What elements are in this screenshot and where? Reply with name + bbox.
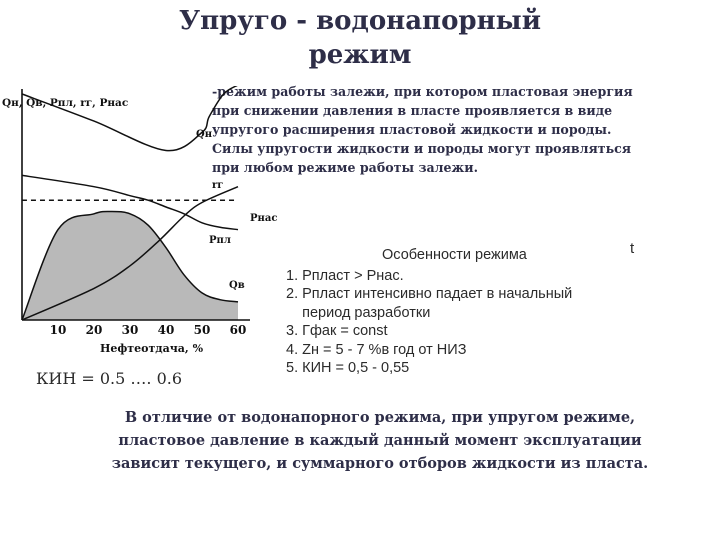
- comparison-line: пластовое давление в каждый данный момент эксплуатации: [118, 432, 642, 449]
- feature-item: 4. Zн = 5 - 7 %в год от НИЗ: [286, 341, 467, 358]
- comparison-line: В отличие от водонапорного режима, при упругом режиме,: [124, 409, 636, 426]
- feature-item: 1. Рпласт > Рнас.: [286, 267, 404, 284]
- feature-item: 2. Рпласт интенсивно падает в начальный: [286, 286, 573, 302]
- comparison-line: зависит текущего, и суммарного отборов жидкости из пласта.: [111, 455, 649, 472]
- feature-item: 5. КИН = 0,5 - 0,55: [286, 360, 410, 376]
- x-tick-label: 60: [229, 323, 247, 337]
- features-box: [286, 240, 646, 378]
- feature-item: 3. Гфак = const: [286, 323, 388, 339]
- definition-line: -режим работы залежи, при котором пластовая энергия: [212, 84, 633, 99]
- curve-label-pnas: Pнас: [250, 213, 278, 224]
- title-line-2: режим: [308, 40, 412, 70]
- title-line-1: Упруго - водонапорный: [178, 6, 541, 36]
- features-header: Особенности режима: [382, 247, 527, 263]
- corner-mark: t: [630, 240, 635, 257]
- curve-label-qn: Qн: [196, 129, 213, 140]
- comparison-note: [60, 406, 700, 475]
- x-axis-ticks: [50, 323, 247, 337]
- page-title: [160, 4, 560, 72]
- x-tick-label: 40: [157, 323, 175, 337]
- curve-label-rg: rг: [212, 180, 224, 191]
- x-tick-label: 50: [193, 323, 211, 337]
- kin-value: КИН = 0.5 …. 0.6: [36, 369, 183, 388]
- curve-label-ppl: Pпл: [209, 235, 231, 246]
- x-axis-label: Нефтеотдача, %: [100, 342, 204, 355]
- curve-label-qv: Qв: [229, 280, 245, 291]
- x-tick-label: 10: [49, 323, 67, 337]
- x-tick-label: 30: [121, 323, 139, 337]
- feature-item: период разработки: [286, 304, 431, 321]
- x-tick-label: 20: [85, 323, 103, 337]
- y-axis-label: Qн, Qв, Pпл, rг, Pнас: [2, 97, 129, 109]
- production-chart: [0, 86, 300, 366]
- definition-line: упругого расширения пластовой жидкости и породы.: [212, 122, 612, 137]
- definition-line: при любом режиме работы залежи.: [212, 160, 478, 175]
- definition-line: Силы упругости жидкости и породы могут проявляться: [212, 141, 632, 156]
- definition-line: при снижении давления в пласте проявляется в виде: [212, 103, 613, 118]
- series-line-qv: [22, 86, 238, 151]
- plot-area: [22, 86, 238, 320]
